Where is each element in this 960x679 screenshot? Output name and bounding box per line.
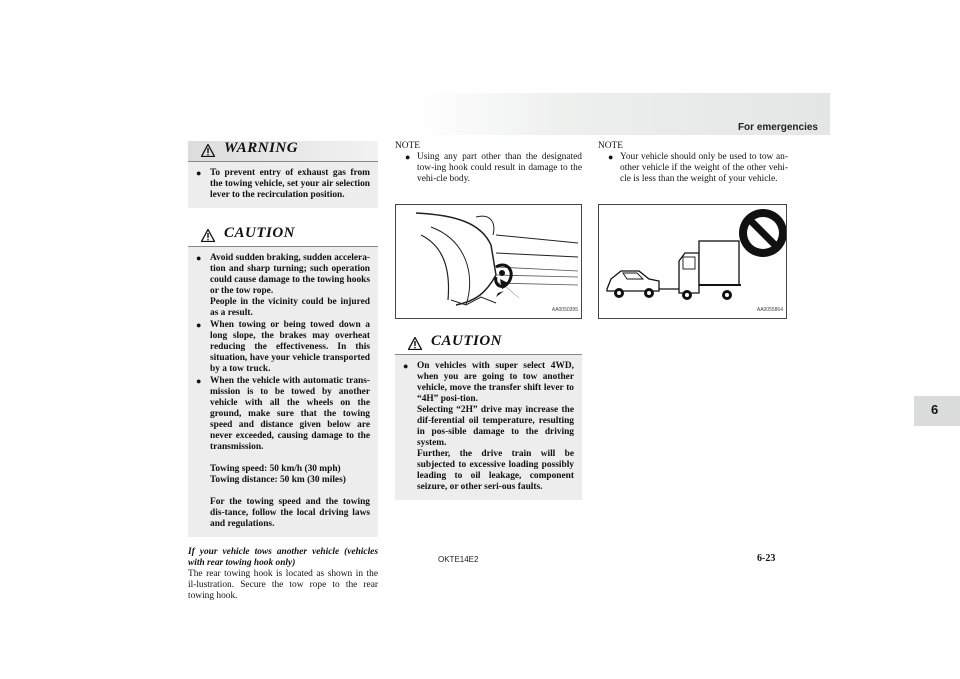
caution-header bbox=[188, 226, 378, 247]
warning-title: WARNING bbox=[224, 140, 299, 156]
note-item: ● Your vehicle should only be used to tow an-other vehicle if the weight of the other vehi-cle is less than the weight of your vehicle. bbox=[598, 152, 788, 185]
warning-item: ● To prevent entry of exhaust gas from the towing vehicle, set your air selection lever to the recirculation position. bbox=[196, 168, 370, 201]
warning-triangle-icon bbox=[201, 144, 215, 157]
caution-box-middle bbox=[395, 334, 582, 500]
note-list bbox=[395, 152, 582, 185]
caution-triangle-icon bbox=[201, 229, 215, 242]
caution-title-middle: CAUTION bbox=[431, 333, 503, 349]
note-item: ● Using any part other than the designated tow-ing hook could result in damage to the vehi-cle body. bbox=[395, 152, 582, 185]
caution-item: ● When towing or being towed down a long slope, the brakes may overheat reducing the effectiveness. In this situation, have your vehicle transported by a tow truck. bbox=[196, 320, 370, 375]
subheading: If your vehicle tows another vehicle (vehicles with rear towing hook only) bbox=[188, 547, 378, 568]
warning-box bbox=[188, 141, 378, 208]
note-list bbox=[598, 152, 788, 185]
caution-item: ● When the vehicle with automatic trans-mission is to be towed by another vehicle with all the wheels on the ground, make sure that the towing speed and distance given below are never exceeded, causing damage to the transmission. Towing speed: 50 km/h (30 mph) Towing distance: 50 km (30 miles) For the towing speed and the towing dis-tance, follow the local driving laws and regulations. bbox=[196, 376, 370, 530]
body-text: The rear towing hook is located as shown in the il-lustration. Secure the tow rope to the rear towing hook. bbox=[188, 569, 378, 601]
chapter-tab bbox=[914, 396, 960, 426]
chapter-number: 6 bbox=[931, 402, 939, 417]
left-column bbox=[188, 141, 378, 602]
caution-item: ● Avoid sudden braking, sudden accelera-tion and sharp turning; such operation could cause damage to the towing hooks or the tow rope. People in the vicinity could be injured as a result. bbox=[196, 253, 370, 319]
caution-item: ● On vehicles with super select 4WD, when you are going to tow another vehicle, move the transfer shift lever to “4H” posi-tion. Selecting “2H” drive may increase the dif-ferential oil temperature, resulting in pos-sible damage to the driving system. Further, the drive train will be subjected to excessive loading possibly leading to oil leakage, component seizure, or other seri-ous faults. bbox=[403, 361, 574, 493]
warning-header bbox=[188, 141, 378, 162]
caution-header-middle bbox=[395, 334, 582, 355]
figure-code: AA0050395 bbox=[551, 307, 578, 313]
caution-list-middle bbox=[395, 355, 582, 500]
caution-title: CAUTION bbox=[224, 225, 296, 241]
towing-prohibited-figure bbox=[598, 204, 787, 319]
section-title: For emergencies bbox=[737, 122, 818, 133]
right-column bbox=[598, 141, 788, 319]
towing-hook-figure bbox=[395, 204, 582, 319]
figure-code: AA0055864 bbox=[756, 307, 783, 313]
caution-triangle-icon bbox=[408, 337, 422, 350]
footer-code: OKTE14E2 bbox=[438, 555, 479, 564]
page-number: 6-23 bbox=[757, 553, 776, 564]
middle-column bbox=[395, 141, 582, 500]
caution-list bbox=[188, 247, 378, 537]
note-label: NOTE bbox=[395, 141, 420, 151]
note-label: NOTE bbox=[598, 141, 623, 151]
towing-hook-illustration bbox=[396, 205, 581, 318]
towing-prohibited-illustration bbox=[599, 205, 786, 318]
warning-list bbox=[188, 162, 378, 208]
caution-box bbox=[188, 226, 378, 537]
